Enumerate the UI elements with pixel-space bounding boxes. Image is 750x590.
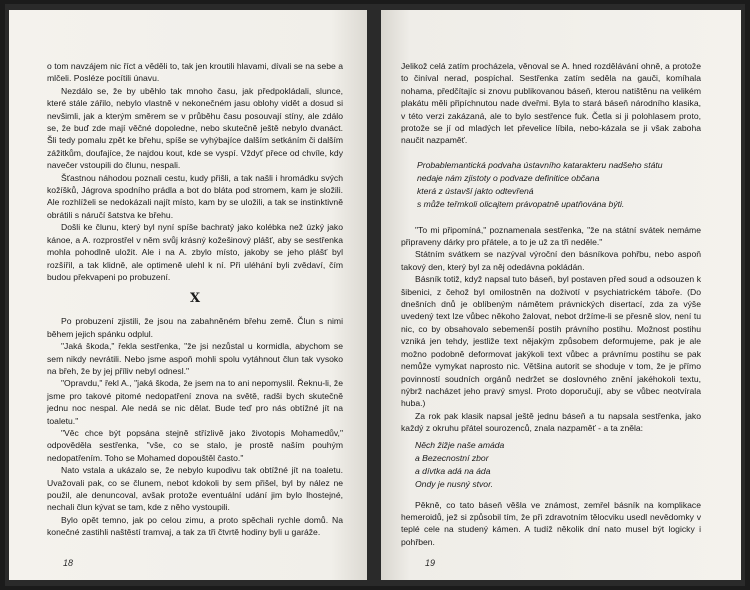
paragraph: Nato vstala a ukázalo se, že nebylo kupodivu tak obtížné jít na toaletu. Uvažovali pak, co se člunem, nebot kdokoli by sem přišel, byl by nález ne použil, ale denuncoval, avšak protože eventuální udání jim bylo lhostejné, nechali člun kývat se tam, kde z něho vystoupili. xyxy=(47,465,343,513)
paragraph: Státním svátkem se nazýval výroční den básníkova pohřbu, nebo aspoň takový den, který byl za něj odedávna pokládán. xyxy=(401,249,701,272)
section-divider: X xyxy=(189,291,201,307)
paragraph: "Věc chce být popsána stejně střízlivě jako životopis Mohamedův," odpověděla sestřenka, "vše, co se stalo, je prostě naším pouhým nedopatřením. Toho se Mohamed dopouštěl často." xyxy=(47,427,343,463)
paragraph: "Opravdu," řekl A., "jaká škoda, že jsem na to ani nepomyslil. Řeknu-li, že jsme pro takové pitomé nedopatření znova na světě, radši bych skutečně jednu noc nespal. Ale nedá se nic dělat. Bude teď pro nás obtížné jít na toaletu." xyxy=(47,378,343,426)
paragraph: Básník totiž, když napsal tuto báseň, byl postaven před soud a odsouzen k šibenici, z čehož byl omilostněn na doživotí v psychiatrickém táboře. (Do dnešních dnů je oblíbeným námětem právnických disertací, zda za výše uvedený text lze vůbec někoho žalovat, nebot držíme-li se přesně slov, není tu nic, co by obsahovalo sebemenší postih právního postihu. Možnost postihu vzniká jen tehdy, jestliže text nějakým způsobem deformujeme, pak je ale možno podobně deformovat jakýkoli text vůbec a právnímu postihu se pak nemůže vymykat naprosto nic. Většina autorit se shoduje v tom, že je přímo povinností soudních orgánů nedržet se doslovného znění jakéhokoli textu, nýbrž nacházet jeho pravý smysl. Proto doporučují, aby se vůbec neotvírala huba.) xyxy=(401,274,701,409)
paragraph: Jelikož celá zatím procházela, věnoval se A. hned rozdělávání ohně, a protože to činíval nerad, pospíchal. Sestřenka zatím seděla na gauči, komíhala nohama, předčítajíc si znovu publikovanou báseň, kterou natištěnu na velikém plakátu měli připíchnutou nade dveřmi. Byla to stará báseň národního klasika, v této verzi zakázaná, ale to bylo sestřence fuk. Četla si ji polohlasem proto, protože se jí od mladých let převelice líbila, nebo-kázala se ji však zaboha naučit nazpaměť. xyxy=(401,61,701,146)
poem-line: Něch žižje naše amáda xyxy=(415,439,505,450)
right-page xyxy=(381,10,741,580)
paragraph: Pěkně, co tato báseň věšla ve známost, zemřel básník na komplikace hemeroidů, jež si způsobil tím, že při zdravotním tělocviku usedl nevědomky v teplé cele na studený kámen. A tudíž několik dní nato musel být logicky i pohřben. xyxy=(401,499,701,547)
left-page xyxy=(9,10,367,580)
paragraph: "To mi připomíná," poznamenala sestřenka, "že na státní svátek nemáme připraveny dárky pro přátele, a to je už za tři neděle." xyxy=(401,224,701,248)
poem-line: nedaje nám zjistoty o podvaze definitice občana xyxy=(417,173,600,184)
poem-line: a dívtka adá na áda xyxy=(415,465,491,476)
paragraph: o tom navzájem nic říct a věděli to, tak jen kroutili hlavami, dívali se na sebe a mlčeli. Posléze pocítili únavu. xyxy=(47,61,343,84)
paragraph: Šťastnou náhodou poznali cestu, kudy přišli, a tak našli i hromádku svých kožíšků, Jágrova spodního prádla a bot do bláta pod stromem, kam je složili. Ale rozhlíželi se nedokázali najít místo, kam by se uložili, a tak se instinktivně obrátili s náručí šatstva ke břehu. xyxy=(47,172,343,220)
right-page-text xyxy=(401,60,701,548)
left-page-text xyxy=(47,60,343,539)
paragraph: "Jaká škoda," řekla sestřenka, "že jsi nezůstal u kormidla, abychom se sem nikdy nevrátili. Nebo jsme aspoň mohli spolu vytáhnout člun tak vysoko na břeh, že by jej příliv nebyl odnesl." xyxy=(47,341,343,376)
paragraph: Po probuzení zjistili, že jsou na zabahněném břehu země. Člun s nimi během jejich spánku odplul. xyxy=(47,316,343,339)
poem-block xyxy=(417,159,701,211)
poem-line: Ondy je nusný stvor. xyxy=(415,478,494,489)
paragraph: Nezdálo se, že by uběhlo tak mnoho času, jak předpokládali, slunce, které stále zářilo, nebylo vlastně v nekonečném jasu oblohy vidět a dosud si nevšimli, jak a kterým směrem se v průběhu času posouvají stíny, ale zdálo se, že buď zde mají věčné dopoledne, nebo skutečně ještě nebylo dvanáct. Šli tedy pomalu zpět ke břehu, spíše se vyhýbajíce dalším setkáním či dalším zážitkům, doufajíce, že najdou kout, kde se vyspí. Vždyť přece od chvíle, kdy navečer vstoupili do člunu, nespali. xyxy=(47,85,343,171)
poem-line: a Bezecnostní zbor xyxy=(415,452,489,463)
poem-line: s může teřmkoli olicajtem právopatně upatňována býti. xyxy=(417,199,625,210)
poem-line: která z ústavší jakto odtevřená xyxy=(417,186,534,197)
paragraph: Za rok pak klasik napsal ještě jednu báseň a tu napsala sestřenka, jako každý z okruhu přátel sourozenců, znala nazpaměť - a ta zněla: xyxy=(401,410,701,434)
poem-line: Probablemantická podvaha ústavního katarakteru nadšeho státu xyxy=(417,160,663,171)
book-spread xyxy=(5,4,745,586)
paragraph: Došli ke člunu, který byl nyní spíše bachratý jako kolébka než úzký jako kánoe, a A. rozprostřel v něm svůj krásný kožešinový plášť, aby se sestřenka mohla pohodlně uložit. Ale i na A. zbylo místo, jakoby se jeho plášť byl rozšířil, a tak klidně, ale optimeně ulehl k ní. Při uléhání byli zvědaví, čím budou překvapeni po probuzení. xyxy=(47,222,343,282)
paragraph: Bylo opět temno, jak po celou zimu, a proto spěchali rychle domů. Na konečné zastihli naštěstí tramvaj, a tak za tři čtvrtě hodiny byli u garáže. xyxy=(47,514,343,538)
page-number: 19 xyxy=(425,558,436,568)
page-number: 18 xyxy=(63,558,74,568)
poem-block xyxy=(415,439,701,491)
